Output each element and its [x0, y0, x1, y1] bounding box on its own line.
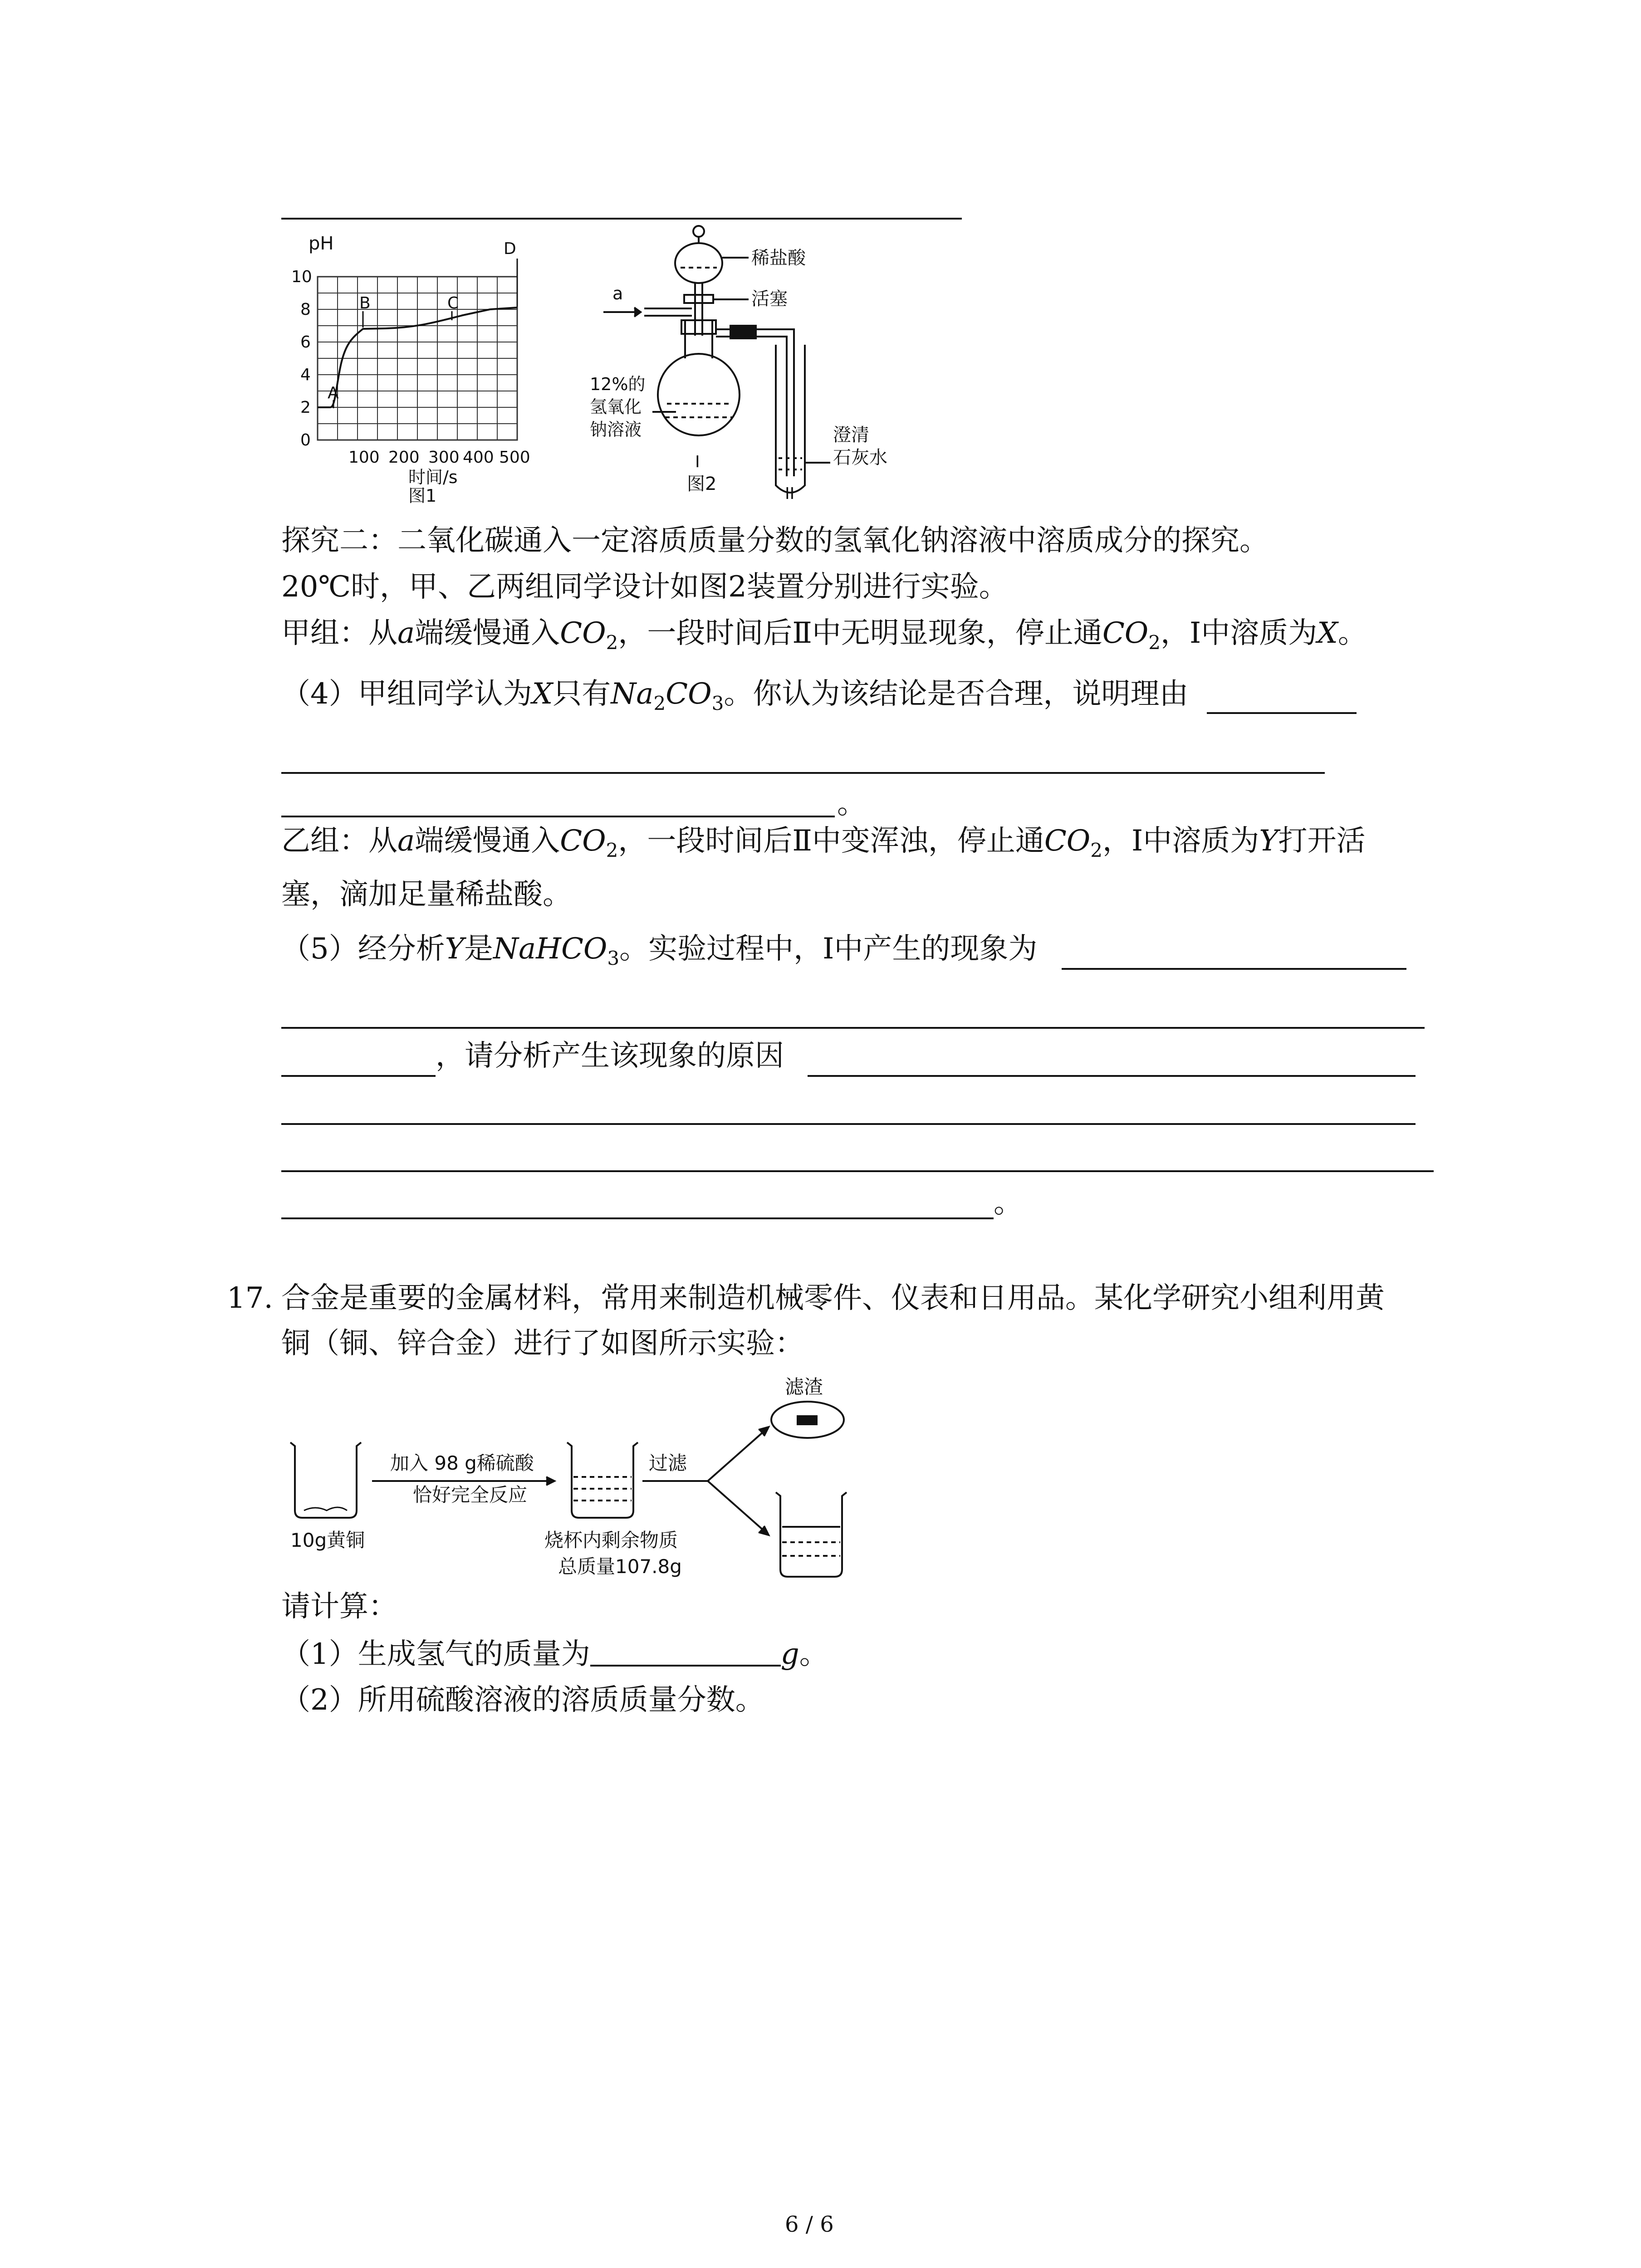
fig17-total: 总质量107.8g — [558, 1555, 682, 1578]
page-number: 6 / 6 — [785, 2212, 834, 2237]
fig1-point-d: D — [504, 240, 516, 258]
beaker-brass-icon — [290, 1442, 361, 1518]
fig2-caption: 图2 — [687, 474, 717, 494]
fig2-label-II: II — [785, 484, 795, 503]
q4-answer-line-3[interactable] — [281, 816, 835, 817]
fig1-caption: 图1 — [408, 486, 437, 503]
fig17-brass: 10g黄铜 — [290, 1529, 365, 1551]
explore2-title: 探究二：二氧化碳通入一定溶质质量分数的氢氧化钠溶液中溶质成分的探究。 — [281, 524, 1269, 557]
q5-answer-line-7[interactable] — [281, 1217, 994, 1219]
fig1-point-b: B — [359, 294, 371, 313]
fig1-ylabel: pH — [309, 233, 334, 254]
fig2-label-valve: 活塞 — [751, 288, 788, 309]
figure-2-apparatus — [576, 222, 921, 503]
q5-period: 。 — [994, 1186, 1023, 1220]
q4-answer-line-1[interactable] — [1207, 712, 1357, 714]
group2-line2: 塞，滴加足量稀盐酸。 — [281, 878, 572, 911]
figure-1-ph-graph — [272, 231, 554, 503]
fig1-ytick-6: 6 — [300, 333, 311, 352]
fig1-grid — [318, 277, 517, 440]
fig2-lime-2: 石灰水 — [833, 447, 887, 468]
q17-sub1: （1）生成氢气的质量为 g。 — [281, 1637, 828, 1671]
explore2-setup: 20℃时，甲、乙两组同学设计如图2装置分别进行实验。 — [281, 570, 1008, 604]
q17-line1: 合金是重要的金属材料，常用来制造机械零件、仪表和日用品。某化学研究小组利用黄 — [281, 1281, 1385, 1315]
fig1-xtick-500: 500 — [499, 448, 530, 467]
fig2-label-acid: 稀盐酸 — [751, 248, 806, 269]
question-4: （4）甲组同学认为X只有$Na_2CO_3$。你认为该结论是否合理，说明理由 — [281, 677, 1189, 714]
q17-line2: 铜（铜、锌合金）进行了如图所示实验： — [281, 1327, 804, 1360]
fig1-xtick-300: 300 — [428, 448, 460, 467]
fig2-naoh-3: 钠溶液 — [590, 420, 642, 440]
fig17-residue: 滤渣 — [785, 1376, 823, 1398]
fig17-add: 加入 98 g稀硫酸 — [390, 1452, 534, 1474]
q5-answer-line-4[interactable] — [808, 1075, 1416, 1077]
answer-line-top — [281, 218, 962, 220]
q17-number: 17. — [227, 1281, 273, 1315]
q5-answer-line-6[interactable] — [281, 1170, 1434, 1172]
sub1-answer-blank[interactable] — [590, 1639, 781, 1667]
group1-paragraph: 甲组：从a端缓慢通入$CO_2$，一段时间后Ⅱ中无明显现象，停止通$CO_2$，Ⅰ中溶质为X。 — [281, 616, 1367, 654]
test-tube-icon — [776, 345, 805, 493]
q4-period: 。 — [837, 787, 866, 821]
q5-answer-line-2[interactable] — [281, 1027, 1425, 1029]
fig17-react: 恰好完全反应 — [413, 1484, 528, 1506]
fig1-ytick-2: 2 — [300, 398, 311, 417]
fig2-label-a: a — [612, 284, 623, 303]
figure-brass-experiment — [272, 1370, 907, 1588]
group2-paragraph: 乙组：从a端缓慢通入$CO_2$，一段时间后Ⅱ中变浑浊，停止通$CO_2$，Ⅰ中溶质为Y打开活 — [281, 824, 1366, 861]
question-5: （5）经分析Y是NaHCO$_3$。实验过程中，Ⅰ中产生的现象为 — [281, 932, 1038, 969]
fig1-point-c: C — [447, 294, 459, 313]
q5-answer-line-5[interactable] — [281, 1123, 1416, 1125]
fig1-point-a: A — [328, 384, 339, 402]
q5-reason-prompt: ，请分析产生该现象的原因 — [436, 1039, 784, 1073]
fig1-xtick-100: 100 — [348, 448, 380, 467]
separatory-funnel-icon — [675, 243, 722, 283]
fig17-filter: 过滤 — [649, 1452, 687, 1474]
beaker-filtrate-icon — [776, 1492, 847, 1577]
fig1-ytick-8: 8 — [300, 300, 311, 319]
fig1-ytick-0: 0 — [300, 431, 311, 450]
fig1-ytick-4: 4 — [300, 366, 311, 384]
fig2-lime-1: 澄清 — [833, 425, 869, 445]
q17-sub2: （2）所用硫酸溶液的溶质质量分数。 — [281, 1683, 764, 1717]
fig2-label-I: I — [695, 453, 700, 471]
round-flask-icon — [658, 354, 740, 435]
q5-answer-line-3[interactable] — [281, 1075, 436, 1077]
fig1-xtick-200: 200 — [388, 448, 420, 467]
fig2-naoh-2: 氢氧化 — [590, 397, 642, 417]
q5-answer-line-1[interactable] — [1062, 968, 1406, 970]
fig1-ytick-10: 10 — [291, 268, 312, 286]
fig1-xtick-400: 400 — [463, 448, 494, 467]
fig2-naoh-1: 12%的 — [590, 374, 646, 394]
fig1-xlabel: 时间/s — [408, 467, 458, 487]
q4-answer-line-2[interactable] — [281, 772, 1325, 774]
q17-calc: 请计算： — [281, 1590, 397, 1623]
beaker-remaining-icon — [567, 1442, 638, 1518]
fig17-remaining: 烧杯内剩余物质 — [544, 1529, 678, 1551]
